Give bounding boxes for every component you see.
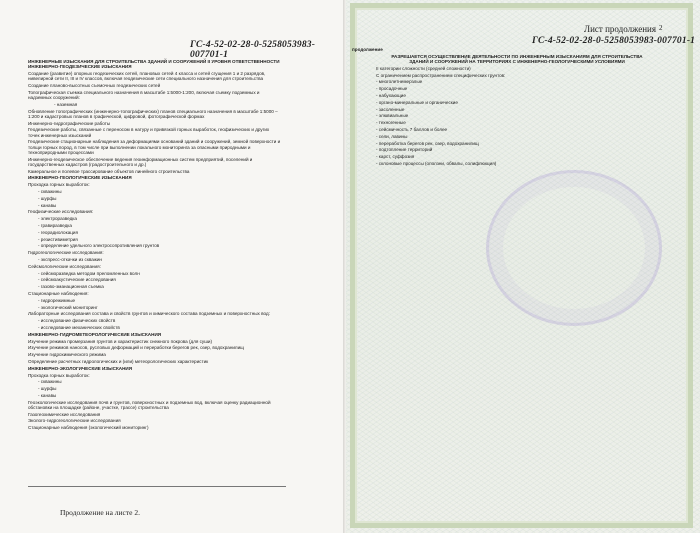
- left-registration-code: ГС-4-52-02-28-0-5258053983-007701-1: [190, 40, 316, 60]
- text-line: С ограничением распространением специфических грунтов:: [376, 72, 506, 78]
- text-line: обстановки на площадке (районе, участке, трассе) строительства: [28, 404, 169, 410]
- text-line: - резистивиметрия: [38, 236, 78, 242]
- text-line: толщи горных пород, в том числе при выполнении локального мониторинга за опасными природными и: [28, 144, 251, 150]
- sheet-title: [584, 24, 662, 34]
- text-line: Инженерно-гидрографические работы: [28, 120, 111, 126]
- text-line: Сейсмологические исследования:: [28, 263, 101, 269]
- text-line: II категории сложности (средней сложности): [376, 65, 471, 71]
- right-page: [346, 0, 700, 533]
- text-line: - подтопление территорий: [376, 147, 433, 153]
- text-line: Геодезические работы, связанные с переносом в натуру и привязкой горных выработок, геофизических и других: [28, 127, 270, 133]
- text-line: ЗДАНИЙ И СООРУЖЕНИЙ НА ТЕРРИТОРИЯХ С ИНЖЕНЕРНО-ГЕОЛОГИЧЕСКИМИ УСЛОВИЯМИ: [409, 59, 625, 64]
- text-line: Гидрогеологические исследования:: [28, 250, 104, 256]
- sheet-number: 2: [658, 24, 663, 32]
- text-line: - исследование механических свойств: [38, 324, 120, 330]
- text-line: - сейсмичность 7 баллов и более: [376, 126, 448, 132]
- text-line: Геоэкологические исследования почв и грунтов, поверхностных и подземных вод, включая оценку радиационной: [28, 399, 271, 405]
- text-line: ИНЖЕНЕРНО-ГИДРОМЕТЕОРОЛОГИЧЕСКИЕ ИЗЫСКАНИЯ: [28, 331, 162, 337]
- text-line: - экспресс-откачки из скважин: [38, 256, 102, 262]
- sheet-title-label: Лист продолжения: [584, 24, 656, 34]
- text-line: Обновление топографических (инженерно-топографических) планов специального назначения в масштабе 1:5000 –: [28, 108, 278, 114]
- text-line: - скважины: [38, 379, 62, 385]
- text-line: государственных кадастров (градостроительного и др.): [28, 161, 147, 167]
- text-line: Создание (развитие) опорных геодезических сетей, плановых сетей 4 класса и сетей сгущения 1 и 2 разрядов,: [28, 71, 266, 76]
- text-line: техноприродными процессами: [28, 149, 94, 155]
- text-line: Топографическая съемка специального назначения в масштабе 1:5000-1:200, включая съемку подземных и: [28, 89, 260, 95]
- signature-divider: [28, 486, 286, 487]
- text-line: - сейсморазведка методом преломленных волн: [38, 270, 140, 276]
- text-line: - просадочные: [376, 86, 408, 92]
- text-line: - канавы: [38, 392, 57, 398]
- text-line: - склоновые процессы (оползни, обвалы, солифлюкция): [376, 160, 497, 166]
- text-line: Изучение режимов наносов, русловых деформаций и переработки берегов рек, озер, водохранилищ: [28, 345, 244, 351]
- text-line: - гидрорежимные: [38, 297, 76, 303]
- text-line: - шурфы: [38, 386, 57, 392]
- text-line: ИНЖЕНЕРНО-ЭКОЛОГИЧЕСКИЕ ИЗЫСКАНИЯ: [28, 365, 133, 371]
- text-line: - наземная: [54, 101, 78, 107]
- text-line: 1:200 и кадастровых планов в графической, цифровой, фотографической формах: [28, 113, 205, 119]
- text-line: - георадиолокация: [38, 229, 78, 235]
- text-line: ИНЖЕНЕРНЫЕ ИЗЫСКАНИЯ ДЛЯ СТРОИТЕЛЬСТВА ЗДАНИЙ И СООРУЖЕНИЙ II УРОВНЯ ОТВЕТСТВЕННОСТИ: [28, 59, 280, 64]
- text-line: Изучение гидрохимического режима: [28, 352, 106, 358]
- left-page: [0, 0, 346, 533]
- text-line: - карст, суффозия: [376, 154, 415, 160]
- text-line: нивелирной сети II, III и IV классов, включая геодезические сети специального назначения для строительства: [28, 76, 264, 82]
- right-page-text: [352, 47, 682, 166]
- text-line: - органо-минеральные и органические: [376, 99, 458, 105]
- text-line: РАЗРЕШАЕТСЯ ОСУЩЕСТВЛЕНИЕ ДЕЯТЕЛЬНОСТИ ПО ИНЖЕНЕРНЫМ ИЗЫСКАНИЯМ ДЛЯ СТРОИТЕЛЬСТВА: [391, 53, 643, 59]
- text-line: Создание планово-высотных съемочных геодезических сетей: [28, 83, 161, 88]
- watermark-emblem: [486, 170, 662, 326]
- text-line: - сели, лавины: [376, 133, 408, 139]
- text-line: продолжение: [352, 47, 383, 52]
- text-line: Лабораторные исследования состава и свойств грунтов и химического состава подземных и поверхностных вод:: [28, 311, 270, 317]
- text-line: точек инженерных изысканий: [28, 132, 92, 138]
- text-line: ИНЖЕНЕРНО-ГЕОДЕЗИЧЕСКИЕ ИЗЫСКАНИЯ: [28, 64, 132, 70]
- text-line: - засоленные: [376, 106, 405, 112]
- text-line: ИНЖЕНЕРНО-ГЕОЛОГИЧЕСКИЕ ИЗЫСКАНИЯ: [28, 175, 132, 181]
- text-line: Изучение режима промерзания грунтов и характеристик снежного покрова (для суши): [28, 338, 213, 344]
- text-line: - скважины: [38, 188, 62, 194]
- text-line: - сейсмоакустические исследования: [38, 277, 116, 283]
- text-line: Инженерно-геодезическое обеспечение ведения геоинформационных систем предприятий, поселений и: [28, 156, 253, 162]
- text-line: Стационарные наблюдения:: [28, 290, 89, 296]
- text-line: - электроразведка: [38, 216, 77, 222]
- text-line: - исследование физических свойств: [38, 318, 116, 324]
- text-line: Геодезические стационарные наблюдения за деформациями оснований зданий и сооружений, земной поверхности и: [28, 139, 281, 145]
- text-line: - техногенные: [376, 120, 406, 126]
- left-page-text: [28, 59, 328, 430]
- text-line: - шурфы: [38, 195, 57, 201]
- right-registration-code: ГС-4-52-02-28-0-5258053983-007701-1: [532, 36, 696, 46]
- continuation-note: Продолжение на листе 2.: [60, 508, 140, 517]
- text-line: надземных сооружений:: [28, 95, 80, 100]
- text-line: Стационарные наблюдения (экологический мониторинг): [28, 425, 149, 431]
- text-line: Камеральное и полевое трассирование объектов линейного строительства: [28, 168, 190, 174]
- text-line: - многолетнемерзлые: [376, 79, 423, 85]
- text-line: - определение удельного электросопротивления грунтов: [38, 243, 160, 249]
- text-line: Проходка горных выработок:: [28, 182, 90, 188]
- text-line: Определение расчетных гидрологических и (или) метеорологических характеристик: [28, 358, 209, 364]
- text-line: - гравиразведка: [38, 222, 72, 228]
- text-line: - переработка берегов рек, озер, водохранилищ: [376, 140, 479, 146]
- text-line: Геофизические исследования:: [28, 209, 94, 215]
- text-line: - экологический мониторинг: [38, 304, 98, 310]
- text-line: - набухающие: [376, 92, 406, 98]
- text-line: Газогеохимические исследования: [28, 411, 101, 417]
- text-line: - канавы: [38, 202, 57, 208]
- text-line: - элювиальные: [376, 113, 409, 119]
- text-line: Проходка горных выработок:: [28, 372, 90, 378]
- text-line: - газово-эманационная съемка: [38, 284, 104, 290]
- text-line: Эколого-гидрогеологические исследования: [28, 418, 121, 424]
